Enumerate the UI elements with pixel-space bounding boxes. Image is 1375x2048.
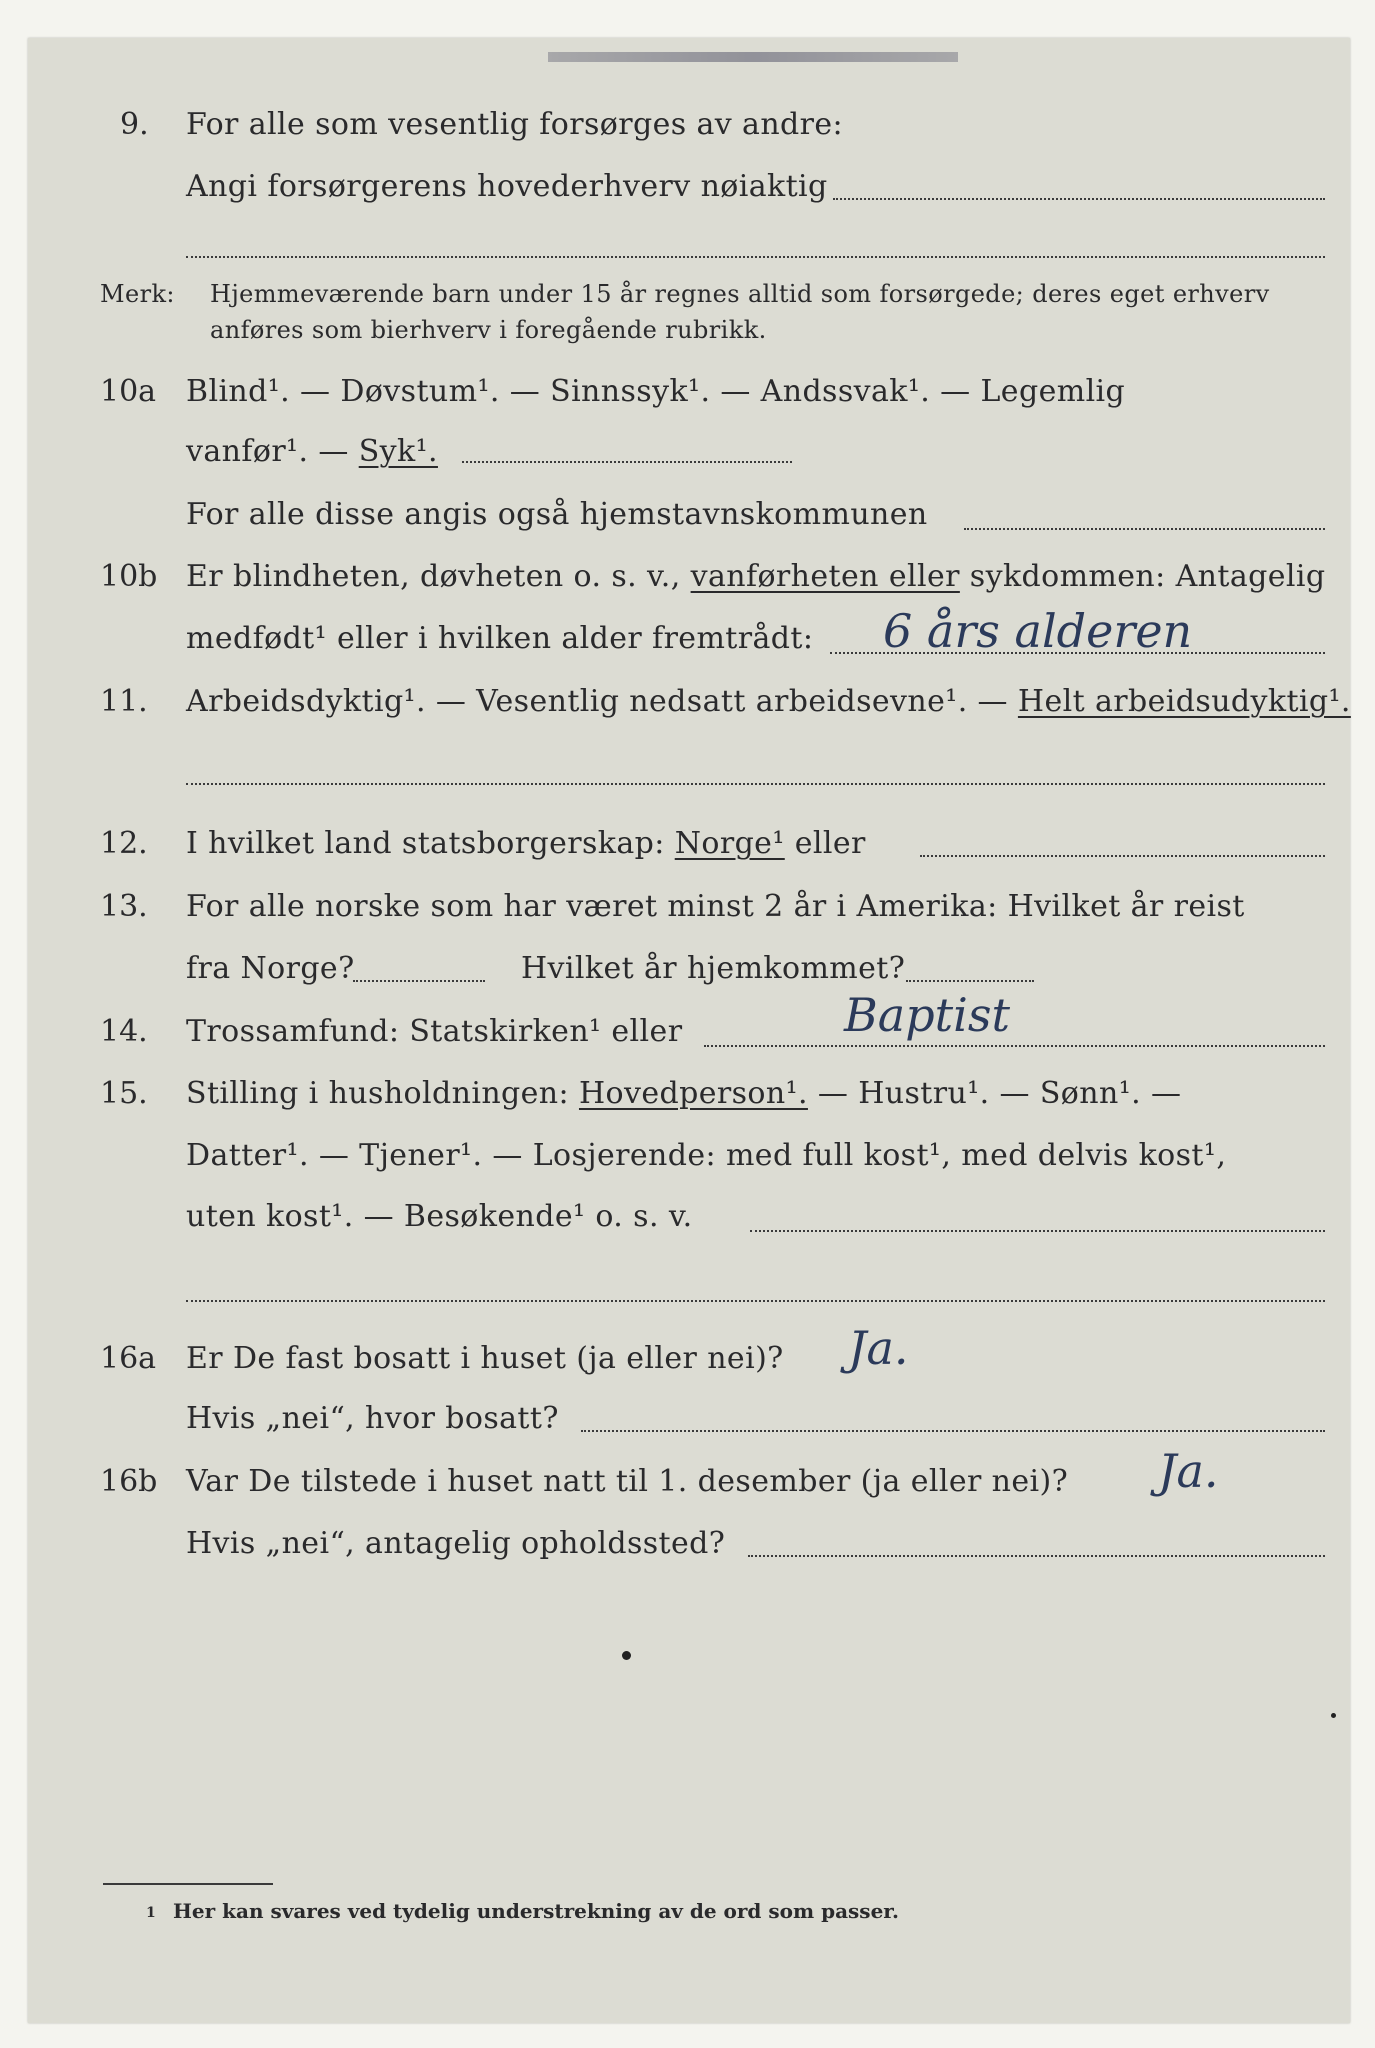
q14-handwritten-answer: Baptist <box>844 988 1010 1042</box>
q13-line2b: Hvilket år hjemkommet? <box>521 951 906 986</box>
q13-line2a: fra Norge? <box>186 951 355 986</box>
q16b-line2: Hvis „nei“, antagelig opholdssted? <box>186 1526 726 1561</box>
q15-line2: Datter¹. — Tjener¹. — Losjerende: med full kost¹, med delvis kost¹, <box>186 1138 1227 1173</box>
q9-number: 9. <box>120 107 149 142</box>
q13-line1: For alle norske som har været minst 2 år i Amerika: Hvilket år reist <box>186 889 1245 924</box>
ink-speck <box>1331 1713 1336 1718</box>
q14-line: Trossamfund: Statskirken¹ eller <box>186 1014 683 1049</box>
q16a-line2: Hvis „nei“, hvor bosatt? <box>186 1401 559 1436</box>
q11-number: 11. <box>100 684 148 719</box>
q12-line: I hvilket land statsborgerskap: Norge¹ eller <box>186 826 866 861</box>
footnote-rule <box>103 1883 273 1885</box>
footnote-mark: 1 <box>146 1905 156 1921</box>
merk-line1: Hjemmeværende barn under 15 år regnes alltid som forsørgede; deres eget erhverv <box>210 280 1270 308</box>
q14-number: 14. <box>100 1014 148 1049</box>
q10a-hjemstavn-field <box>964 528 1325 530</box>
q10a-syk-field <box>462 461 792 463</box>
q12-underlined: Norge¹ <box>674 826 785 861</box>
q10b-handwritten-answer: 6 års alderen <box>883 604 1193 658</box>
q13-reist-field <box>353 980 485 982</box>
q15-extra-field <box>186 1300 1325 1302</box>
q10a-line2: vanfør¹. — Syk¹. <box>186 434 438 469</box>
q15-underlined: Hovedperson¹. <box>578 1076 808 1111</box>
q13-number: 13. <box>100 889 148 924</box>
form-page <box>28 38 1350 2023</box>
q11-extra-field <box>186 783 1325 785</box>
q15-number: 15. <box>100 1076 148 1111</box>
ink-dot <box>622 1651 631 1660</box>
q10a-line3: For alle disse angis også hjemstavnskommunen <box>186 497 928 532</box>
q9-line2: Angi forsørgerens hovederhverv nøiaktig <box>186 169 828 204</box>
page-top-edge <box>548 52 958 62</box>
q11-underlined: Helt arbeidsudyktig¹. <box>1017 684 1351 719</box>
q9-answer-field <box>833 198 1325 200</box>
q16a-handwritten-answer: Ja. <box>848 1321 909 1375</box>
q10b-underlined: vanførheten eller <box>690 559 960 594</box>
q15-field <box>750 1230 1325 1232</box>
q9-extra-field <box>186 256 1325 258</box>
q10b-line1: Er blindheten, døvheten o. s. v., vanførheten eller sykdommen: Antagelig <box>186 559 1326 594</box>
footnote-text: Her kan svares ved tydelig understrekning av de ord som passer. <box>173 1899 899 1923</box>
q15-line3: uten kost¹. — Besøkende¹ o. s. v. <box>186 1199 693 1234</box>
q16b-number: 16b <box>100 1464 158 1499</box>
q10a-syk-underlined: Syk¹. <box>358 434 438 469</box>
merk-line2: anføres som bierhverv i foregående rubrikk. <box>210 316 767 344</box>
q10b-number: 10b <box>100 559 158 594</box>
q16b-field <box>748 1555 1325 1557</box>
q16a-number: 16a <box>100 1341 157 1376</box>
q15-line1: Stilling i husholdningen: Hovedperson¹. — Hustru¹. — Sønn¹. — <box>186 1076 1182 1111</box>
q11-line: Arbeidsdyktig¹. — Vesentlig nedsatt arbeidsevne¹. — Helt arbeidsudyktig¹. <box>186 684 1351 719</box>
merk-label: Merk: <box>100 280 175 308</box>
q14-field <box>704 1045 1325 1047</box>
q10b-line2: medfødt¹ eller i hvilken alder fremtrådt: <box>186 621 814 656</box>
q13-hjemkommet-field <box>906 980 1034 982</box>
q10a-line1: Blind¹. — Døvstum¹. — Sinnssyk¹. — Andssvak¹. — Legemlig <box>186 374 1126 409</box>
q16a-line1: Er De fast bosatt i huset (ja eller nei)? <box>186 1341 784 1376</box>
q12-number: 12. <box>100 826 148 861</box>
q9-line1: For alle som vesentlig forsørges av andre: <box>186 107 844 142</box>
q16b-handwritten-answer: Ja. <box>1158 1444 1219 1498</box>
q16b-line1: Var De tilstede i huset natt til 1. desember (ja eller nei)? <box>186 1464 1069 1499</box>
q10a-number: 10a <box>100 374 157 409</box>
q12-field <box>920 855 1325 857</box>
q16a-field <box>581 1430 1325 1432</box>
